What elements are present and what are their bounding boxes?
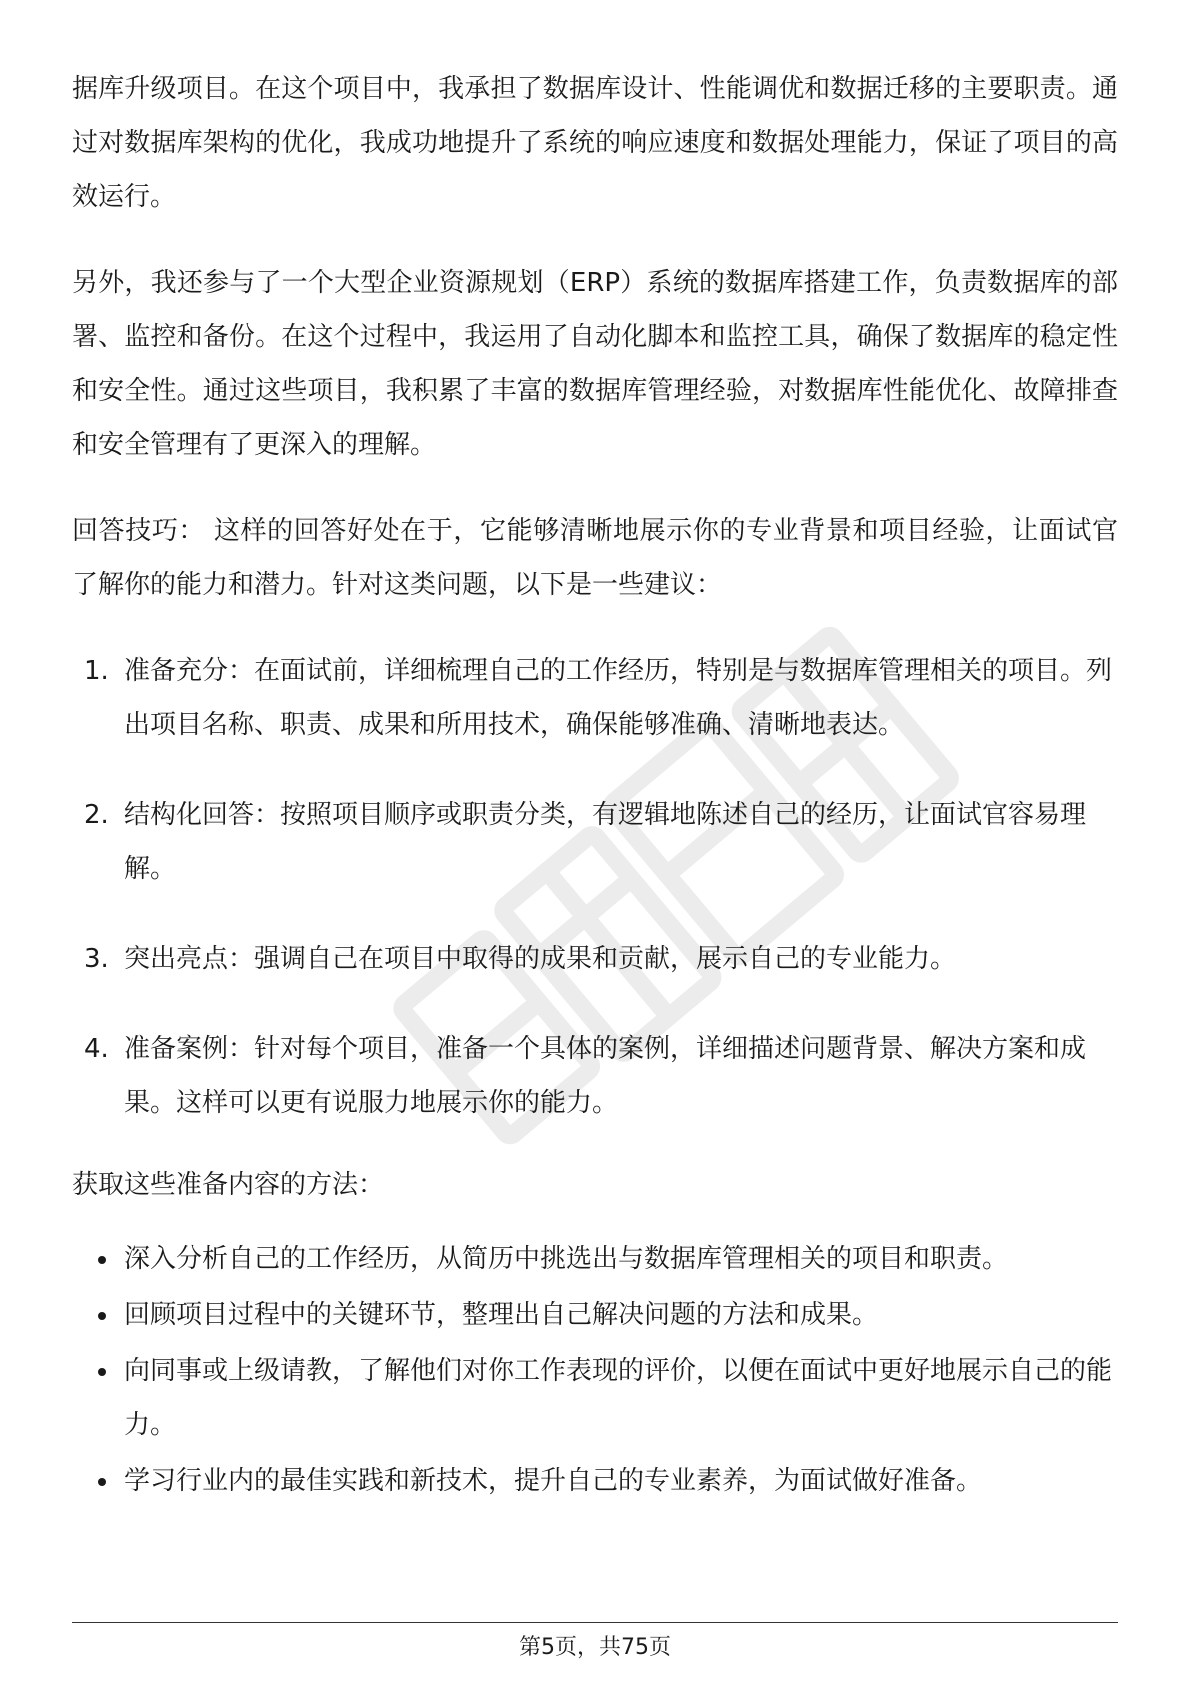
list-item: 学习行业内的最佳实践和新技术，提升自己的专业素养，为面试做好准备。 (72, 1454, 1118, 1508)
list-item: 4. 准备案例：针对每个项目，准备一个具体的案例，详细描述问题背景、解决方案和成果。这样可以更有说服力地展示你的能力。 (84, 1034, 1087, 1118)
paragraph-project: 据库升级项目。在这个项目中，我承担了数据库设计、性能调优和数据迁移的主要职责。通过对数据库架构的优化，我成功地提升了系统的响应速度和数据处理能力，保证了项目的高效运行。 (72, 74, 1118, 212)
page-number: 第5页，共75页 (519, 1635, 671, 1660)
list-item: 1. 准备充分：在面试前，详细梳理自己的工作经历，特别是与数据库管理相关的项目。列出项目名称、职责、成果和所用技术，确保能够准确、清晰地表达。 (84, 656, 1113, 740)
paragraph-tips-intro: 回答技巧： 这样的回答好处在于，它能够清晰地展示你的专业背景和项目经验，让面试官了解你的能力和潜力。针对这类问题，以下是一些建议： (72, 516, 1118, 600)
page-body (72, 62, 1118, 1510)
list-item: 向同事或上级请教，了解他们对你工作表现的评价，以便在面试中更好地展示自己的能力。 (72, 1344, 1118, 1452)
methods-heading: 获取这些准备内容的方法： (72, 1170, 385, 1200)
paragraph-erp: 另外，我还参与了一个大型企业资源规划（ERP）系统的数据库搭建工作，负责数据库的部署、监控和备份。在这个过程中，我运用了自动化脚本和监控工具，确保了数据库的稳定性和安全性。通过这些项目，我积累了丰富的数据库管理经验，对数据库性能优化、故障排查和安全管理有了更深入的理解。 (72, 268, 1118, 460)
list-item: 回顾项目过程中的关键环节，整理出自己解决问题的方法和成果。 (72, 1288, 1118, 1342)
bullet-icon (98, 1478, 106, 1486)
list-item: 深入分析自己的工作经历，从简历中挑选出与数据库管理相关的项目和职责。 (72, 1232, 1118, 1286)
footer-divider (72, 1622, 1118, 1623)
list-item: 3. 突出亮点：强调自己在项目中取得的成果和贡献，展示自己的专业能力。 (84, 944, 957, 974)
tips-list (72, 644, 1118, 1130)
list-item: 2. 结构化回答：按照项目顺序或职责分类，有逻辑地陈述自己的经历，让面试官容易理解。 (84, 800, 1087, 884)
methods-list (72, 1232, 1118, 1508)
bullet-icon (98, 1368, 106, 1376)
bullet-icon (98, 1312, 106, 1320)
bullet-icon (98, 1256, 106, 1264)
